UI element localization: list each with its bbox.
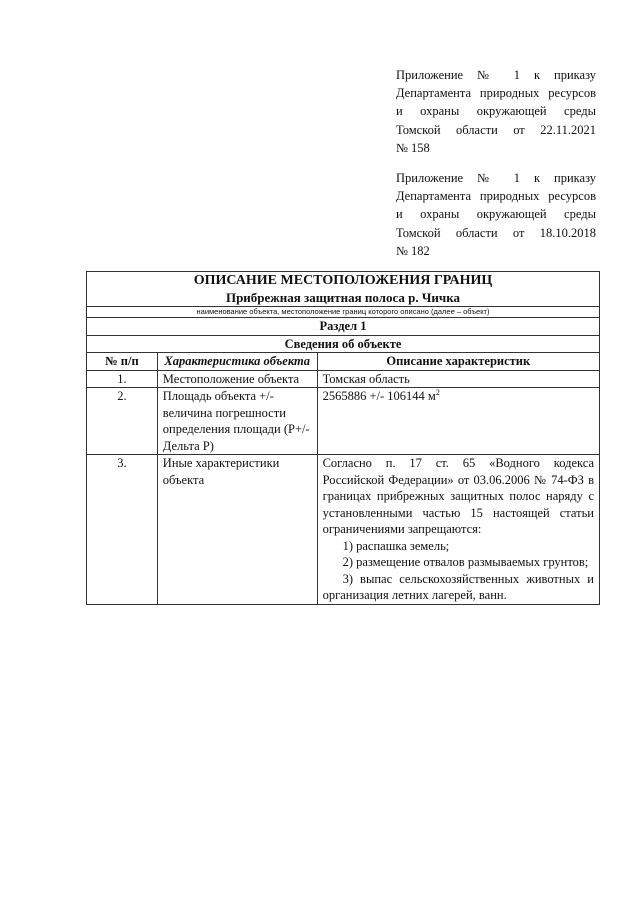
appendix-line: Приложение № 1 к приказу	[396, 171, 596, 185]
header-description: Описание характеристик	[317, 353, 599, 371]
section-title: Раздел 1	[87, 318, 600, 336]
note-row	[87, 307, 600, 318]
object-note: наименование объекта, местоположение границ которого описано (далее – объект)	[87, 307, 600, 318]
appendix-line: № 182	[396, 243, 430, 258]
appendix-line: Департамента природных ресурсов	[396, 189, 596, 204]
appendix-line: и охраны окружающей среды	[396, 104, 596, 119]
header-row	[87, 353, 600, 371]
table-row	[87, 370, 600, 388]
section-subtitle: Сведения об объекте	[87, 335, 600, 353]
document-title: ОПИСАНИЕ МЕСТОПОЛОЖЕНИЯ ГРАНИЦ	[193, 273, 493, 288]
row-characteristic: Площадь объекта +/- величина погрешности определения площади (Р+/- Дельта Р)	[157, 388, 317, 455]
row-number: 3.	[87, 455, 158, 605]
appendix-line: и охраны окружающей среды	[396, 207, 596, 222]
appendix-line: Томской области от 22.11.2021	[396, 122, 596, 137]
restriction-item: 2) размещение отвалов размываемых грунтов;	[342, 555, 589, 569]
header-characteristic: Характеристика объекта	[157, 353, 317, 371]
appendix-previous-order	[396, 169, 596, 260]
appendix-current-order	[396, 66, 596, 157]
appendix-line: № 158	[396, 140, 430, 155]
area-value: 2565886 +/- 106144 м	[322, 389, 436, 403]
table-row	[87, 455, 600, 605]
section-subtitle-row	[87, 335, 600, 353]
appendix-line: Приложение № 1 к приказу	[396, 68, 596, 82]
restriction-item: 1) распашка земель;	[342, 538, 450, 553]
section-title-row	[87, 318, 600, 336]
appendix-line: Томской области от 18.10.2018	[396, 225, 596, 240]
header-num: № п/п	[87, 353, 158, 371]
row-description: Томская область	[317, 370, 599, 388]
row-characteristic: Местоположение объекта	[157, 370, 317, 388]
row-description	[317, 388, 599, 455]
restrictions-intro: Согласно п. 17 ст. 65 «Водного кодекса Российской Федерации» от 03.06.2006 № 74-ФЗ в границах прибрежных защитных полос наряду с установленными частью 15 настоящей статьи ограничениями запрещаются:	[322, 456, 594, 536]
row-number: 2.	[87, 388, 158, 455]
row-number: 1.	[87, 370, 158, 388]
appendix-line: Департамента природных ресурсов	[396, 86, 596, 101]
document-title-cell	[87, 272, 600, 307]
restriction-item: 3) выпас сельскохозяйственных животных и организация летних лагерей, ванн.	[322, 571, 594, 602]
object-name: Прибрежная защитная полоса р. Чичка	[225, 289, 461, 305]
row-description	[317, 455, 599, 605]
row-characteristic: Иные характеристики объекта	[157, 455, 317, 605]
title-row	[87, 272, 600, 307]
boundary-description-table	[86, 271, 600, 605]
table-row	[87, 388, 600, 455]
area-unit-exponent: 2	[435, 387, 440, 397]
